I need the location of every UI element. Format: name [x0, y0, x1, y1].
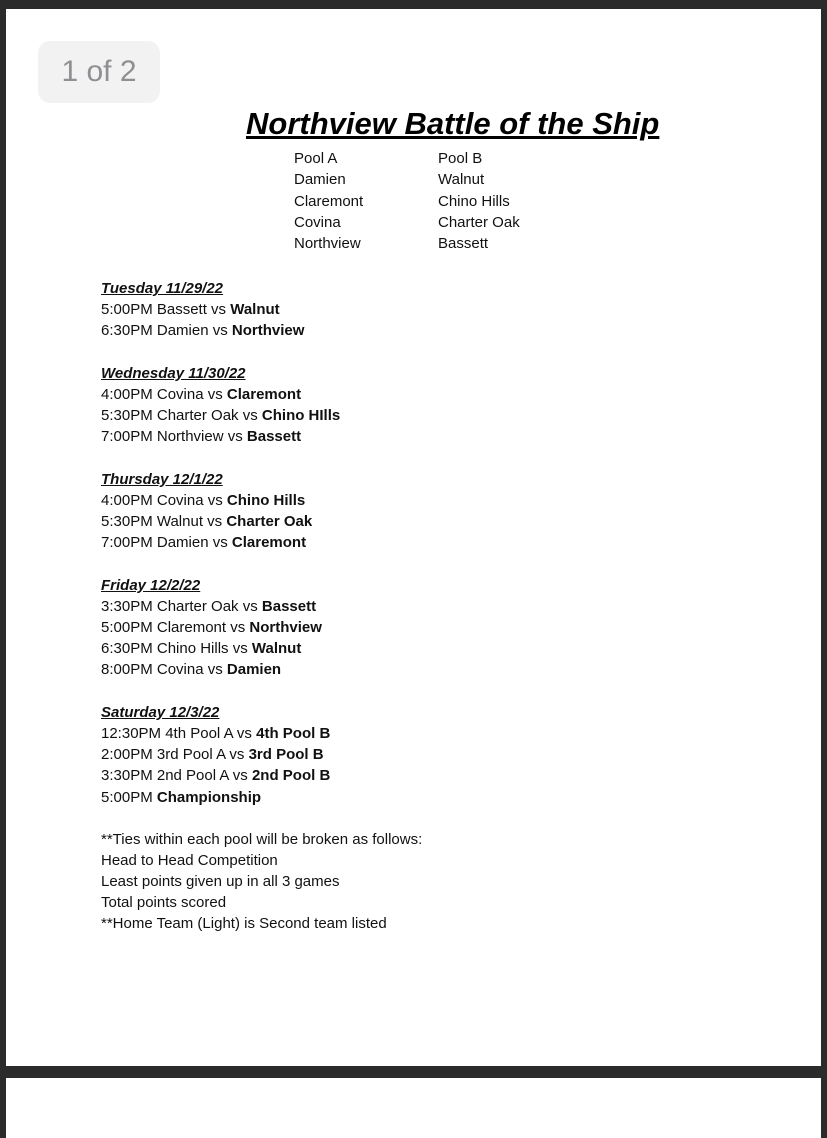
game-time-away: 7:00PM Damien vs — [101, 534, 228, 552]
note-line: Head to Head Competition — [101, 851, 278, 869]
pool-a-team: Damien — [294, 171, 346, 189]
pool-b-header: Pool B — [438, 150, 483, 167]
pool-a-team: Northview — [294, 235, 361, 253]
pool-b-team: Chino Hills — [438, 192, 510, 210]
note-line: **Home Team (Light) is Second team listed — [101, 915, 387, 933]
game-line — [101, 744, 422, 765]
game-line — [101, 405, 422, 426]
game-line — [101, 596, 422, 617]
game-line — [101, 299, 422, 320]
tiebreak-notes — [101, 829, 422, 935]
pool-b-team: Walnut — [438, 171, 485, 189]
game-line — [101, 384, 422, 405]
game-schedule — [101, 278, 422, 935]
pool-b-team: Bassett — [438, 235, 489, 253]
game-line — [101, 787, 422, 808]
game-line — [101, 617, 422, 638]
home-team: Claremont — [226, 385, 302, 403]
pdf-page-2 — [6, 1078, 821, 1138]
note-line: Least points given up in all 3 games — [101, 873, 340, 891]
pool-b-team: Charter Oak — [438, 213, 520, 231]
game-line — [101, 659, 422, 680]
game-time-away: 4:00PM Covina vs — [101, 491, 223, 509]
pool-a-list — [294, 148, 363, 254]
home-team: Walnut — [251, 640, 302, 658]
game-line — [101, 638, 422, 659]
home-team: Chino Hills — [226, 491, 306, 509]
day-heading: Wednesday 11/30/22 — [101, 364, 246, 382]
game-line — [101, 490, 422, 511]
home-team: Northview — [231, 322, 305, 340]
pool-b-list — [438, 148, 520, 254]
home-team: 3rd Pool B — [248, 746, 324, 764]
game-time-away: 6:30PM Damien vs — [101, 322, 228, 340]
day-heading: Tuesday 11/29/22 — [101, 280, 224, 297]
home-team: Walnut — [230, 301, 280, 319]
home-team: Damien — [226, 661, 282, 679]
home-team: Northview — [249, 619, 322, 636]
game-time-away: 5:00PM Claremont vs — [101, 619, 246, 636]
home-team: 2nd Pool B — [251, 767, 331, 785]
game-line — [101, 320, 422, 341]
game-time-away: 2:00PM 3rd Pool A vs — [101, 746, 245, 764]
pool-a-team: Covina — [294, 213, 341, 231]
game-time-away: 5:00PM Bassett vs — [101, 301, 227, 319]
day-heading: Saturday 12/3/22 — [101, 703, 220, 721]
home-team: Chino HIlls — [261, 407, 341, 425]
page-indicator: 1 of 2 — [38, 41, 160, 103]
game-time-away: 6:30PM Chino Hills vs — [101, 640, 248, 658]
game-time-away: 7:00PM Northview vs — [101, 428, 243, 446]
note-line: Total points scored — [101, 894, 227, 912]
game-time-away: 3:30PM 2nd Pool A vs — [101, 767, 248, 785]
pool-a-team: Claremont — [294, 192, 364, 210]
game-time-away: 3:30PM Charter Oak vs — [101, 597, 258, 615]
game-time-away: 5:30PM Walnut vs — [101, 513, 223, 531]
game-time-away: 12:30PM 4th Pool A vs — [101, 724, 252, 742]
game-time-away: 4:00PM Covina vs — [101, 385, 223, 403]
home-team: Bassett — [246, 428, 302, 446]
game-line — [101, 723, 422, 744]
game-time-away: 8:00PM Covina vs — [101, 661, 223, 679]
day-heading: Friday 12/2/22 — [101, 576, 201, 594]
home-team: 4th Pool B — [256, 724, 331, 742]
game-line — [101, 511, 422, 532]
note-line: **Ties within each pool will be broken as follows: — [101, 830, 423, 848]
game-time-away: 5:00PM — [101, 788, 153, 806]
home-team: Charter Oak — [226, 513, 313, 531]
document-title: Northview Battle of the Ship — [246, 106, 660, 141]
game-line — [101, 426, 422, 447]
home-team: Bassett — [261, 597, 317, 615]
pool-a-header: Pool A — [294, 150, 338, 167]
home-team: Championship — [156, 788, 262, 806]
game-line — [101, 532, 422, 553]
game-line — [101, 765, 422, 786]
home-team: Claremont — [231, 534, 307, 552]
game-time-away: 5:30PM Charter Oak vs — [101, 407, 258, 425]
day-heading: Thursday 12/1/22 — [101, 470, 223, 488]
